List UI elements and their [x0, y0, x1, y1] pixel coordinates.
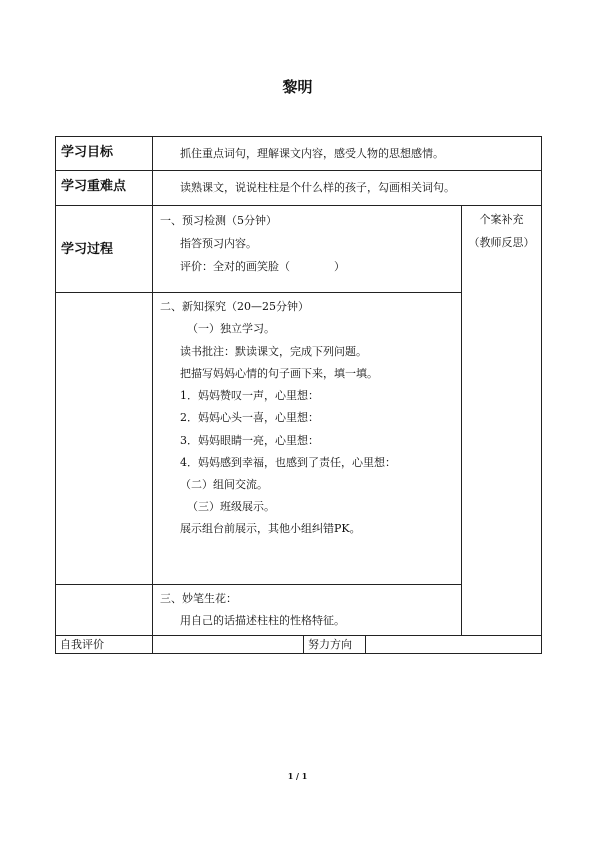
table-border [55, 136, 56, 654]
sec2-line: （三）班级展示。 [187, 500, 275, 513]
sec1-heading: 一、预习检测（5分钟） [160, 214, 277, 227]
sec2-heading: 二、新知探究（20—25分钟） [160, 300, 309, 313]
side-note-title: 个案补充 [479, 213, 524, 226]
sec2-line: 把描写妈妈心情的句子画下来，填一填。 [180, 367, 378, 380]
goal-text: 抓住重点词句，理解课文内容，感受人物的思想感情。 [180, 147, 444, 160]
sec3-line: 用自己的话描述柱柱的性格特征。 [180, 614, 345, 627]
table-border [55, 635, 542, 636]
sec1-line: 评价：全对的画笑脸（ ） [180, 260, 345, 273]
table-border [55, 584, 461, 585]
table-border [461, 205, 462, 635]
sec2-line: 3．妈妈眼睛一亮，心里想： [180, 434, 319, 447]
table-border [55, 170, 542, 171]
sec2-line: 1．妈妈赞叹一声，心里想： [180, 389, 319, 402]
self-eval-label: 自我评价 [60, 638, 104, 651]
sec2-line: 2．妈妈心头一喜，心里想： [180, 411, 319, 424]
sec3-heading: 三、妙笔生花： [160, 592, 237, 605]
sec2-line: 4．妈妈感到幸福，也感到了责任，心里想： [180, 456, 396, 469]
table-border [365, 635, 366, 654]
focus-text: 读熟课文，说说柱柱是个什么样的孩子，勾画相关词句。 [180, 181, 455, 194]
sec1-line: 指答预习内容。 [180, 237, 257, 250]
sec2-line: （一）独立学习。 [187, 322, 275, 335]
goal-label: 学习目标 [61, 145, 114, 160]
document-title: 黎明 [282, 78, 313, 96]
table-border [55, 292, 461, 293]
direction-label: 努力方向 [308, 638, 352, 651]
table-border [152, 136, 153, 654]
sec2-line: 展示组台前展示，其他小组纠错PK。 [180, 522, 361, 535]
table-border [55, 136, 542, 137]
table-border [303, 635, 304, 654]
sec2-line: （二）组间交流。 [180, 478, 268, 491]
sec2-line: 读书批注：默读课文，完成下列问题。 [180, 345, 367, 358]
page-number: 1 / 1 [287, 771, 308, 781]
side-note-subtitle: （教师反思） [468, 236, 535, 249]
table-border [55, 205, 542, 206]
table-border [55, 653, 542, 654]
process-label: 学习过程 [61, 242, 114, 257]
focus-label: 学习重难点 [61, 179, 127, 194]
